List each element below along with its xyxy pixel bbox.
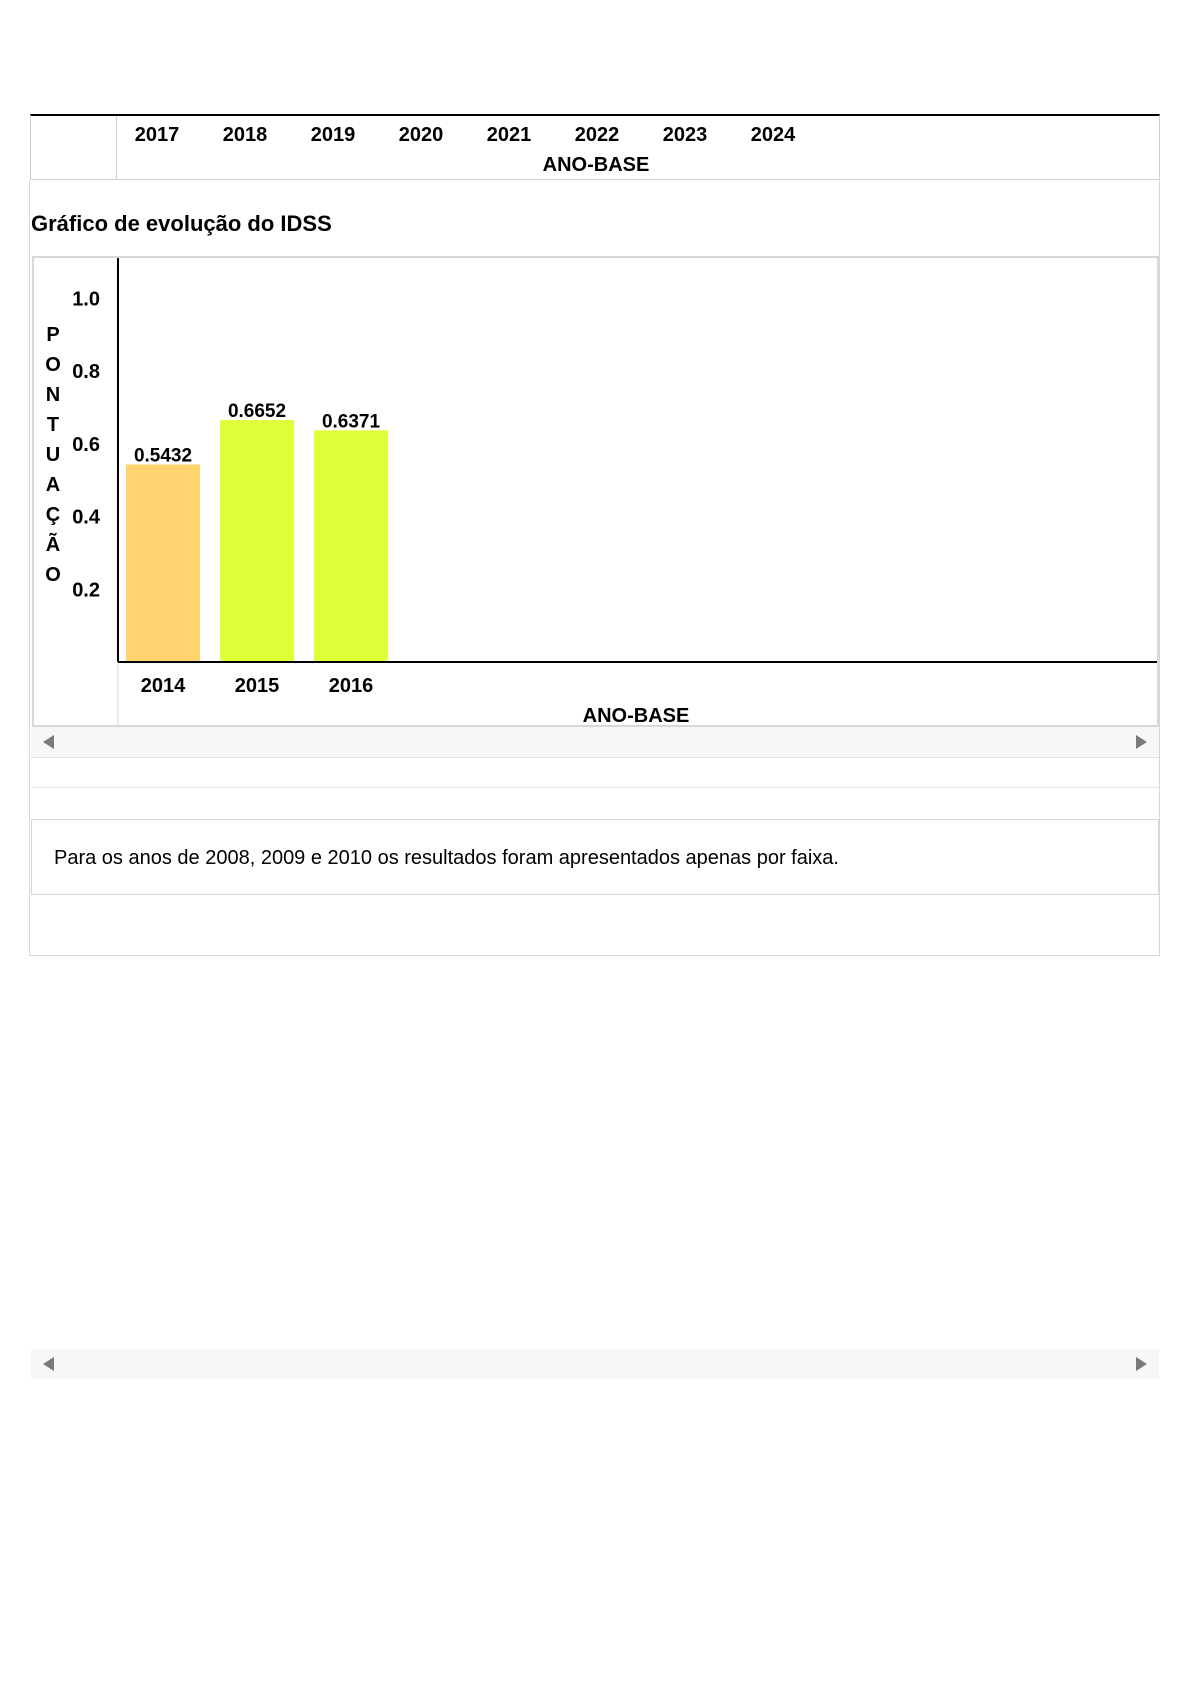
- horizontal-scrollbar[interactable]: [31, 727, 1159, 758]
- y-tick-label: 0.6: [72, 433, 100, 456]
- y-axis-label-letter: T: [46, 414, 60, 436]
- bar: [126, 464, 200, 661]
- note-text: Para os anos de 2008, 2009 e 2010 os resultados foram apresentados apenas por faixa.: [54, 847, 839, 869]
- top-year-label: 2022: [574, 124, 620, 146]
- previous-chart-axis-table: [30, 114, 1160, 180]
- x-tick-label: 2016: [328, 675, 374, 697]
- bar-value-label: 0.5432: [133, 445, 193, 467]
- top-year-label: 2019: [310, 124, 356, 146]
- y-axis-label-letter: Ç: [45, 504, 61, 526]
- x-axis-title: ANO-BASE: [582, 705, 690, 725]
- top-year-label: 2024: [750, 124, 796, 146]
- scroll-right-icon[interactable]: [1136, 1357, 1147, 1371]
- chart-title: Gráfico de evolução do IDSS: [31, 211, 332, 236]
- y-axis-label-letter: O: [45, 354, 61, 376]
- y-tick-label: 0.8: [72, 361, 100, 384]
- bar-value-label: 0.6652: [227, 401, 287, 423]
- y-axis-label-letter: P: [46, 324, 60, 346]
- top-axis-title: ANO-BASE: [542, 154, 650, 176]
- divider: [31, 787, 1159, 788]
- bar: [314, 430, 388, 661]
- x-tick-label: 2014: [140, 675, 186, 697]
- y-tick-label: 0.2: [72, 579, 100, 602]
- top-year-label: 2021: [486, 124, 532, 146]
- top-year-label: 2020: [398, 124, 444, 146]
- y-tick-label: 0.4: [72, 506, 100, 529]
- y-axis-label-letter: N: [45, 384, 61, 406]
- bar-value-label: 0.6371: [321, 411, 381, 433]
- x-tick-label: 2015: [234, 675, 280, 697]
- scroll-right-icon[interactable]: [1136, 735, 1147, 749]
- scroll-left-icon[interactable]: [43, 735, 54, 749]
- bar: [220, 420, 294, 661]
- idss-bar-chart: [34, 258, 1157, 725]
- top-year-label: 2023: [662, 124, 708, 146]
- chart-frame: [32, 256, 1159, 727]
- y-axis-label-letter: O: [45, 564, 61, 586]
- y-axis-label-letter: U: [45, 444, 61, 466]
- scroll-left-icon[interactable]: [43, 1357, 54, 1371]
- note-box: [31, 819, 1159, 895]
- horizontal-scrollbar-bottom[interactable]: [31, 1349, 1159, 1379]
- y-axis-label-letter: A: [45, 474, 61, 496]
- top-year-label: 2018: [222, 124, 268, 146]
- top-year-label: 2017: [134, 124, 180, 146]
- y-tick-label: 1.0: [72, 288, 100, 311]
- y-axis-label-letter: Ã: [45, 534, 61, 556]
